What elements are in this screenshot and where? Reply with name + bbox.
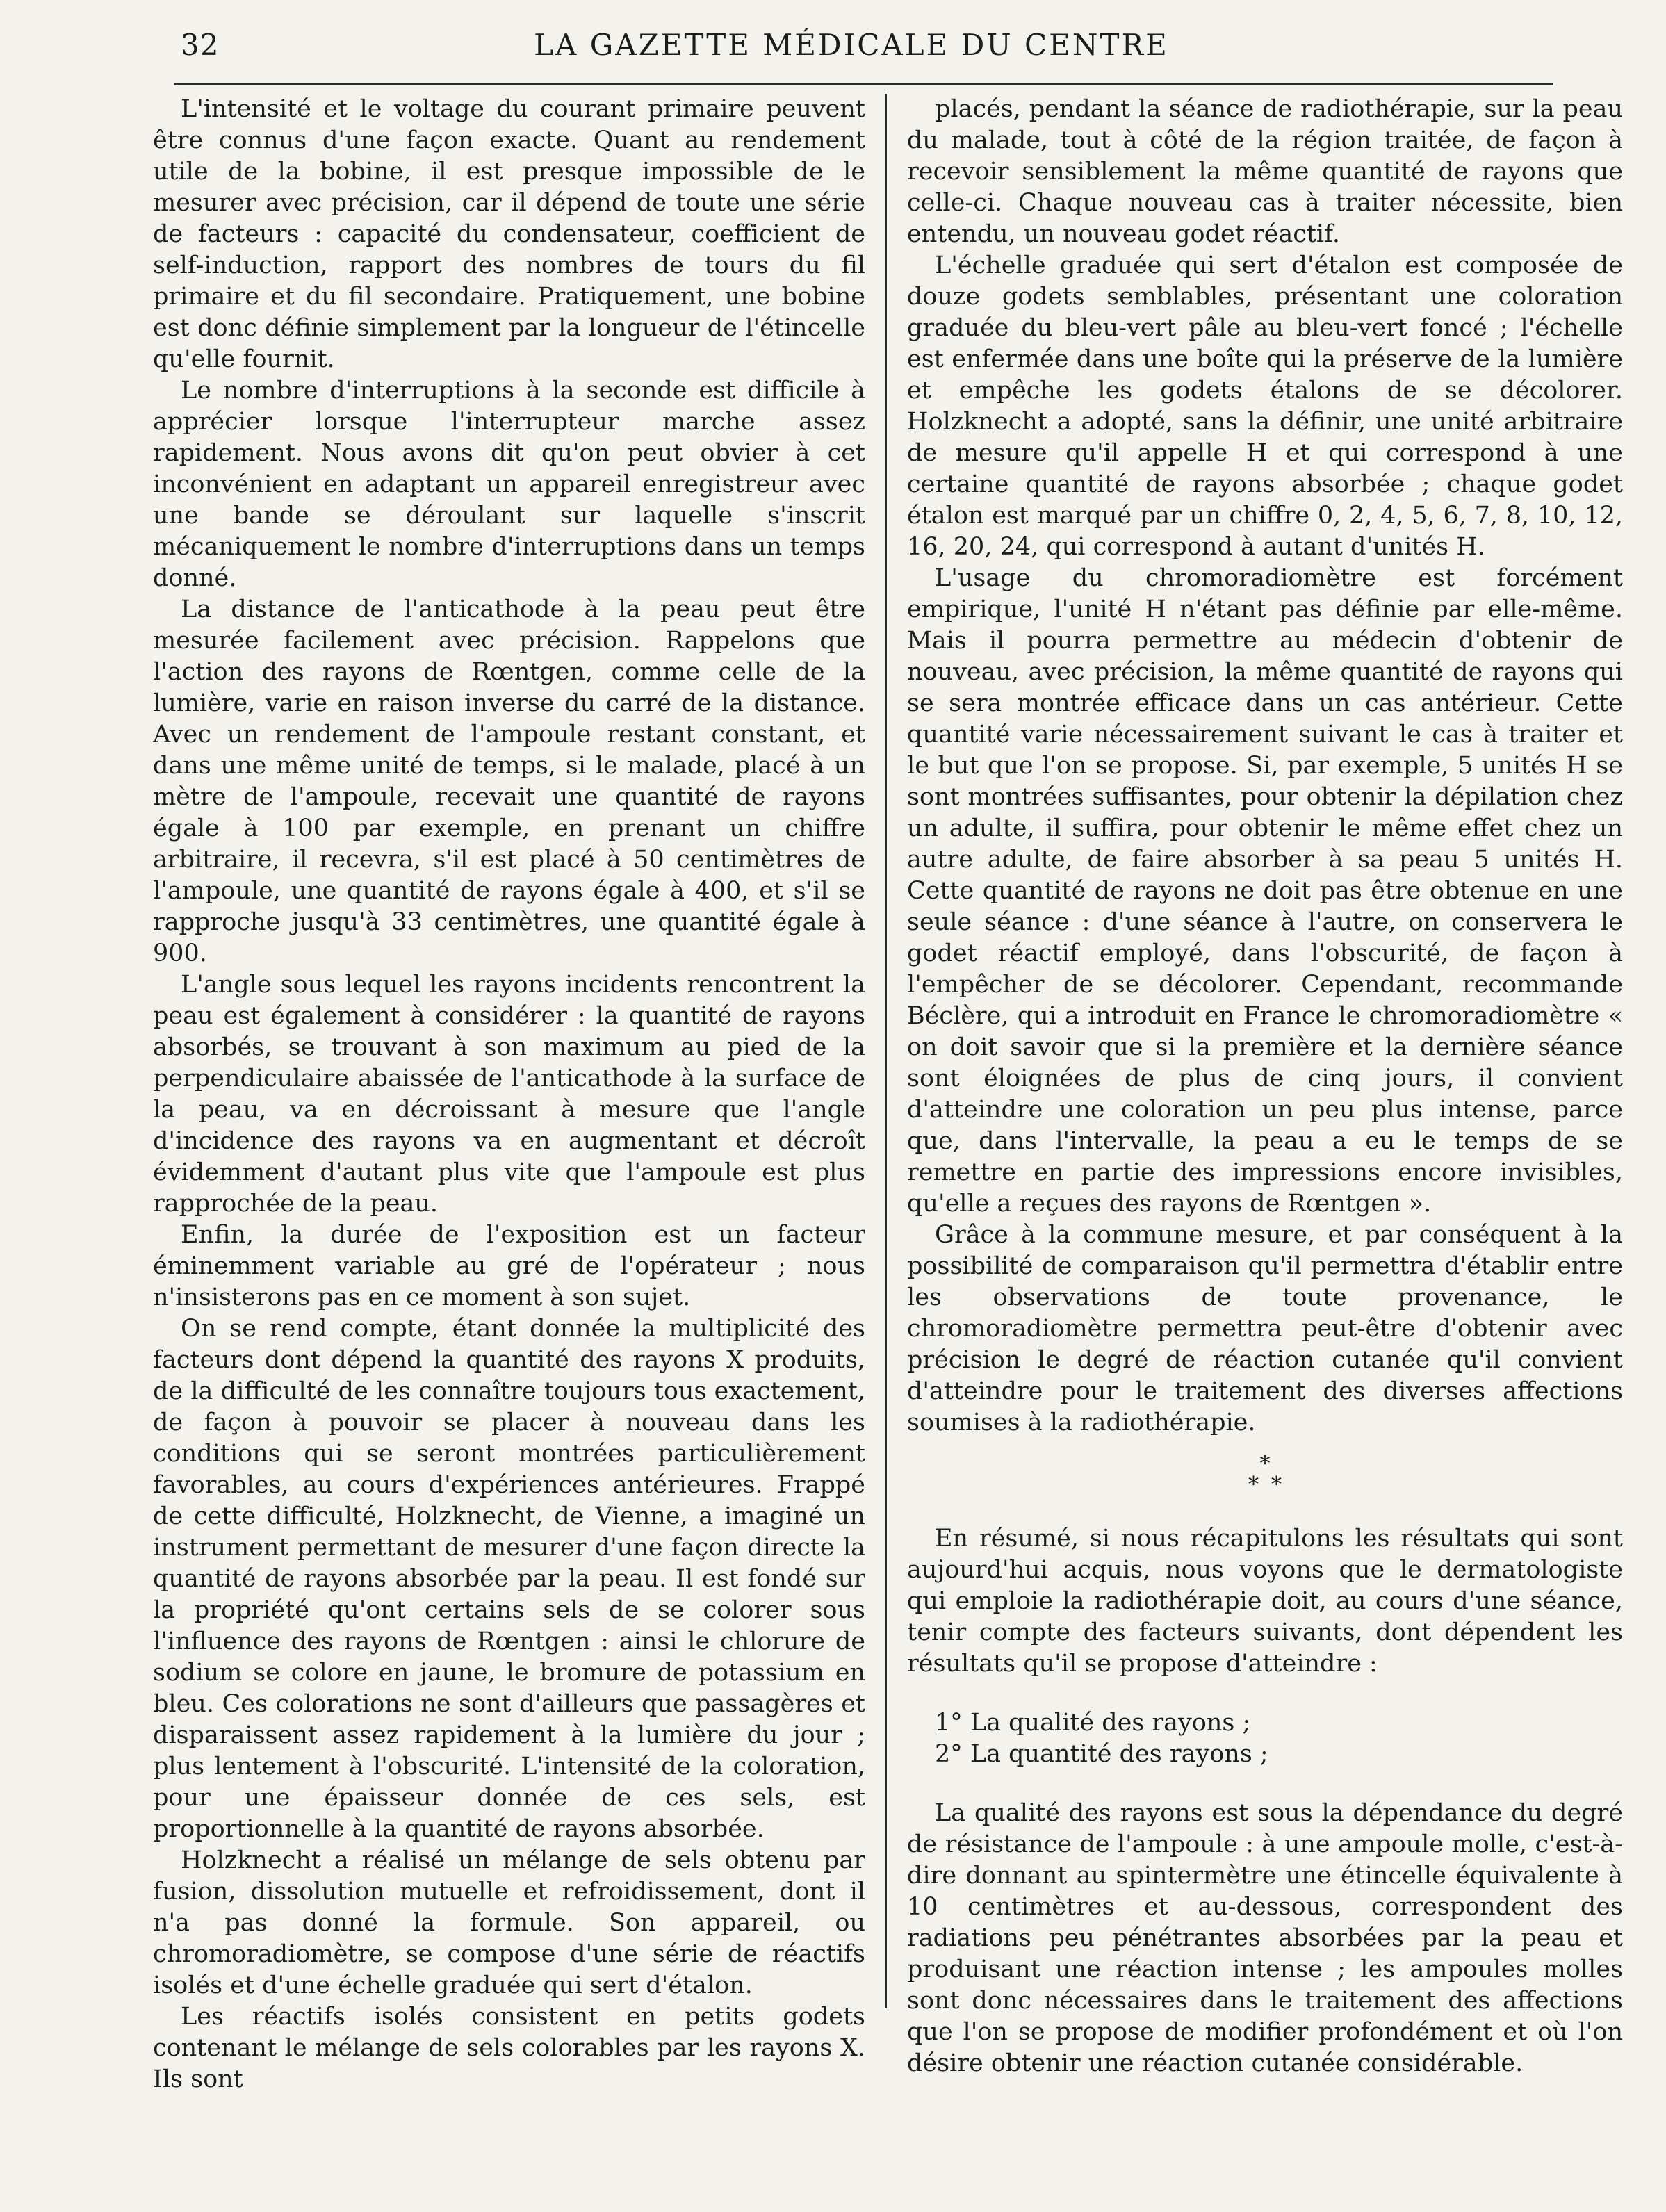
paragraph: On se rend compte, étant donnée la multiplicité des facteurs dont dépend la quantité des rayons X produits, de la difficulté de les connaître toujours tous exactement, de façon à pouvoir se placer à nouveau dans les conditions qui se seront montrées particulièrement favorables, au cours d'expériences antérieures. Frappé de cette difficulté, Holzknecht, de Vienne, a imaginé un instrument permettant de mesurer d'une façon directe la quantité de rayons absorbée par la peau. Il est fondé sur la propriété qu'ont certains sels de se colorer sous l'influence des rayons de Rœntgen : ainsi le chlorure de sodium se colore en jaune, le bromure de potassium en bleu. Ces colorations ne sont d'ailleurs que passagères et disparaissent assez rapidement à la lumière du jour ; plus lentement à l'obscurité. L'intensité de la coloration, pour une épaisseur donnée de ces sels, est proportionnelle à la quantité de rayons absorbée. [153,1315,865,1843]
paragraph: Enfin, la durée de l'exposition est un facteur éminemment variable au gré de l'opérateur ; nous n'insisterons pas en ce moment à son sujet. [153,1221,865,1311]
paragraph: placés, pendant la séance de radiothérapie, sur la peau du malade, tout à côté de la région traitée, de façon à recevoir sensiblement la même quantité de rayons que celle-ci. Chaque nouveau cas à traiter nécessite, bien entendu, un nouveau godet réactif. [907,95,1623,248]
journal-title: LA GAZETTE MÉDICALE DU CENTRE [534,28,1169,62]
list-item: 2° La quantité des rayons ; [935,1740,1268,1768]
page-number: 32 [181,28,220,62]
paragraph: La distance de l'anticathode à la peau peut être mesurée facilement avec précision. Rappelons que l'action des rayons de Rœntgen, comme celle de la lumière, varie en raison inverse du carré de la distance. Avec un rendement de l'ampoule restant constant, et dans une même unité de temps, si le malade, placé à un mètre de l'ampoule, recevait une quantité de rayons égale à 100 par exemple, en prenant un chiffre arbitraire, il recevra, s'il est placé à 50 centimètres de l'ampoule, une quantité de rayons égale à 400, et s'il se rapproche jusqu'à 33 centimètres, une quantité égale à 900. [153,596,865,967]
paragraph: Grâce à la commune mesure, et par conséquent à la possibilité de comparaison qu'il permettra d'établir entre les observations de toute provenance, le chromoradiomètre permettra peut-être d'obtenir avec précision le degré de réaction cutanée qu'il convient d'atteindre pour le traitement des diverses affections soumises à la radiothérapie. [907,1221,1623,1436]
left-column [153,94,865,2095]
header-rule [174,83,1553,85]
column-divider [885,94,887,2008]
asterism-separator [907,1454,1623,1496]
final-paragraph: La qualité des rayons est sous la dépendance du degré de résistance de l'ampoule : à une ampoule molle, c'est-à-dire donnant au spintermètre une étincelle équivalente à 10 centimètres et au-dessous, correspondent des radiations peu pénétrantes absorbées par la peau et produisant une réaction intense ; les ampoules molles sont donc nécessaires dans le traitement des affections que l'on se propose de modifier profondément et où l'on désire obtenir une réaction cutanée considérable. [907,1799,1623,2077]
summary-paragraph: En résumé, si nous récapitulons les résultats qui sont aujourd'hui acquis, nous voyons que le dermatologiste qui emploie la radiothérapie doit, au cours d'une séance, tenir compte des facteurs suivants, dont dépendent les résultats qu'il se propose d'atteindre : [907,1525,1623,1678]
right-column [907,94,1623,2079]
list-item: 1° La qualité des rayons ; [935,1709,1251,1737]
paragraph: L'angle sous lequel les rayons incidents rencontrent la peau est également à considérer : la quantité de rayons absorbés, se trouvant à son maximum au pied de la perpendiculaire abaissée de l'anticathode à la surface de la peau, va en décroissant à mesure que l'angle d'incidence des rayons va en augmentant et décroît évidemment d'autant plus vite que l'ampoule est plus rapprochée de la peau. [153,971,865,1218]
asterism-bottom: ** [1248,1473,1294,1497]
paragraph: Le nombre d'interruptions à la seconde est difficile à apprécier lorsque l'interrupteur marche assez rapidement. Nous avons dit qu'on peut obvier à cet inconvénient en adaptant un appareil enregistreur avec une bande se déroulant sur laquelle s'inscrit mécaniquement le nombre d'interruptions dans un temps donné. [153,377,865,592]
asterism-top: * [1259,1452,1271,1476]
factor-list [907,1707,1623,1770]
paragraph: L'usage du chromoradiomètre est forcément empirique, l'unité H n'étant pas définie par elle-même. Mais il pourra permettre au médecin d'obtenir de nouveau, avec précision, la même quantité de rayons qui se sera montrée efficace dans un cas antérieur. Cette quantité varie nécessairement suivant le cas à traiter et le but que l'on se propose. Si, par exemple, 5 unités H se sont montrées suffisantes, pour obtenir la dépilation chez un adulte, il suffira, pour obtenir le même effet chez un autre adulte, de faire absorber à sa peau 5 unités H. Cette quantité de rayons ne doit pas être obtenue en une seule séance : d'une séance à l'autre, on conservera le godet réactif employé, dans l'obscurité, de façon à l'empêcher de se décolorer. Cependant, recommande Béclère, qui a introduit en France le chromoradiomètre « on doit savoir que si la première et la dernière séance sont éloignées de plus de cinq jours, il convient d'atteindre une coloration un peu plus intense, parce que, dans l'intervalle, la peau a eu le temps de se remettre en partie des impressions encore invisibles, qu'elle a reçues des rayons de Rœntgen ». [907,564,1623,1218]
paragraph: Les réactifs isolés consistent en petits godets contenant le mélange de sels colorables par les rayons X. Ils sont [153,2003,865,2093]
paragraph: L'intensité et le voltage du courant primaire peuvent être connus d'une façon exacte. Quant au rendement utile de la bobine, il est presque impossible de le mesurer avec précision, car il dépend de toute une série de facteurs : capacité du condensateur, coefficient de self-induction, rapport des nombres de tours du fil primaire et du fil secondaire. Pratiquement, une bobine est donc définie simplement par la longueur de l'étincelle qu'elle fournit. [153,95,865,373]
paragraph: Holzknecht a réalisé un mélange de sels obtenu par fusion, dissolution mutuelle et refroidissement, dont il n'a pas donné la formule. Son appareil, ou chromoradiomètre, se compose d'une série de réactifs isolés et d'une échelle graduée qui sert d'étalon. [153,1846,865,1999]
paragraph: L'échelle graduée qui sert d'étalon est composée de douze godets semblables, présentant une coloration graduée du bleu-vert pâle au bleu-vert foncé ; l'échelle est enfermée dans une boîte qui la préserve de la lumière et empêche les godets étalons de se décolorer. Holzknecht a adopté, sans la définir, une unité arbitraire de mesure qu'il appelle H et qui correspond à une certaine quantité de rayons absorbée ; chaque godet étalon est marqué par un chiffre 0, 2, 4, 5, 6, 7, 8, 10, 12, 16, 20, 24, qui correspond à autant d'unités H. [907,252,1623,561]
page-header [181,28,1522,78]
